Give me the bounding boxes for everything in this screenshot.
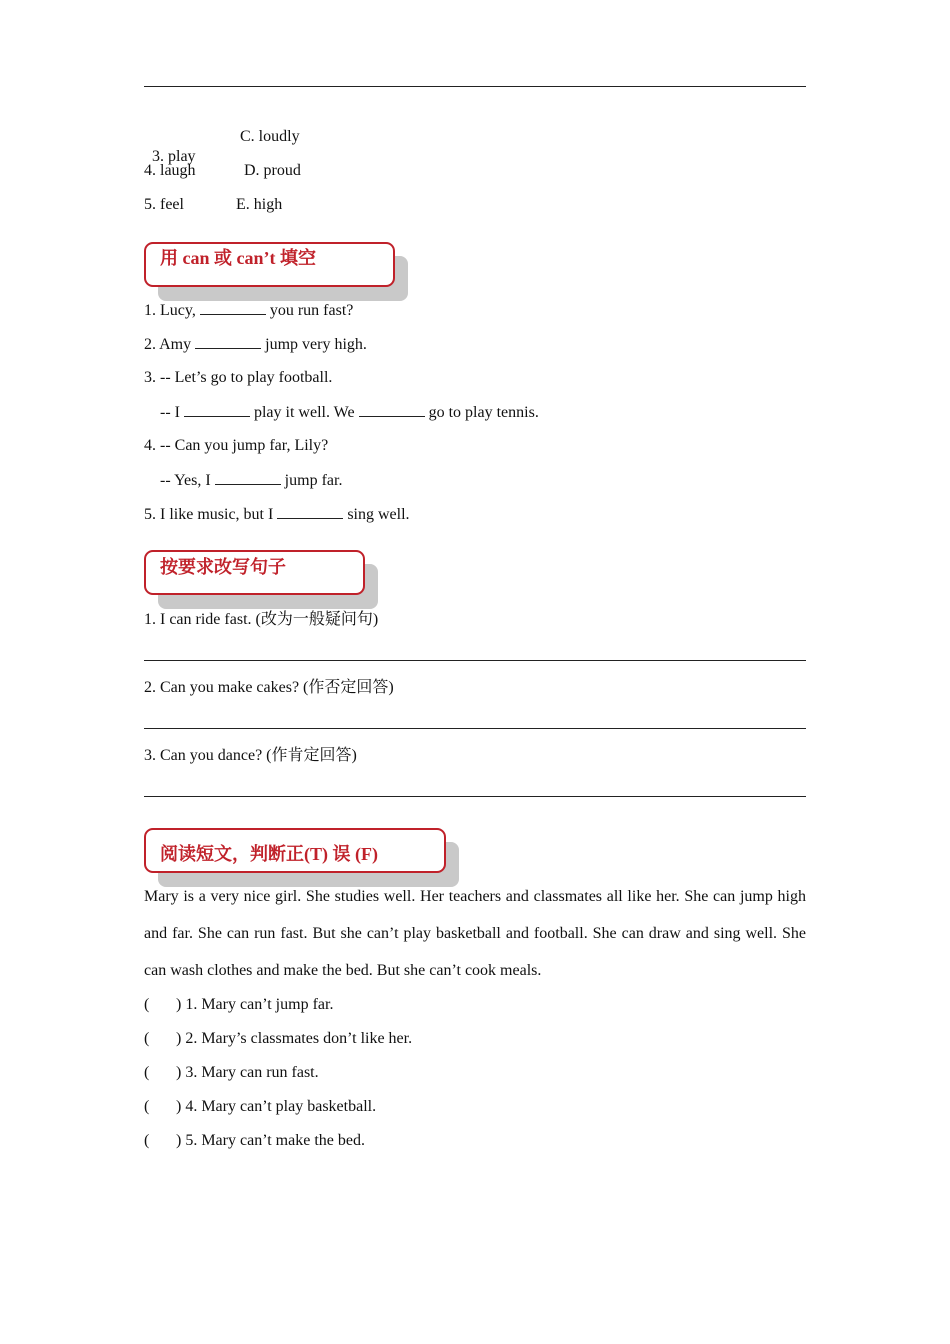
answer-line[interactable]	[144, 796, 806, 797]
answer-paren[interactable]: (	[144, 1030, 150, 1047]
answer-blank[interactable]	[277, 504, 343, 519]
section-title: 按要求改写句子	[160, 557, 286, 577]
fill-item: 4. -- Can you jump far, Lily?	[144, 437, 329, 454]
answer-paren[interactable]: (	[144, 996, 150, 1013]
matching-right: D. proud	[244, 162, 301, 179]
fill-item: 1. Lucy, you run fast?	[144, 302, 354, 319]
answer-blank[interactable]	[215, 470, 281, 485]
tf-statement: ( ) 4. Mary can’t play basketball.	[144, 1098, 377, 1115]
answer-blank[interactable]	[195, 334, 261, 349]
rewrite-item: 1. I can ride fast. (改为一般疑问句)	[144, 611, 379, 628]
matching-left: 4. laugh	[144, 162, 196, 179]
rewrite-item: 3. Can you dance? (作肯定回答)	[144, 747, 357, 764]
tf-statement: ( ) 1. Mary can’t jump far.	[144, 996, 334, 1013]
section-title: 阅读短文，判断正(T) 误 (F)	[160, 844, 378, 864]
answer-blank[interactable]	[200, 300, 266, 315]
answer-paren[interactable]: (	[144, 1132, 150, 1149]
fill-item: -- I play it well. We go to play tennis.	[160, 404, 539, 421]
matching-right: C. loudly	[240, 128, 300, 145]
fill-item: 2. Amy jump very high.	[144, 336, 367, 353]
rewrite-item: 2. Can you make cakes? (作否定回答)	[144, 679, 394, 696]
answer-paren[interactable]: (	[144, 1098, 150, 1115]
matching-right: E. high	[236, 196, 283, 213]
answer-paren[interactable]: (	[144, 1064, 150, 1081]
answer-line[interactable]	[144, 660, 806, 661]
fill-item: 5. I like music, but I sing well.	[144, 506, 410, 523]
answer-blank[interactable]	[359, 402, 425, 417]
section-title: 用 can 或 can’t 填空	[160, 248, 316, 268]
tf-statement: ( ) 5. Mary can’t make the bed.	[144, 1132, 365, 1149]
answer-line[interactable]	[144, 728, 806, 729]
matching-left: 3. play	[152, 148, 196, 165]
matching-left: 5. feel	[144, 196, 184, 213]
answer-blank[interactable]	[184, 402, 250, 417]
top-rule	[144, 86, 806, 87]
fill-item: 3. -- Let’s go to play football.	[144, 369, 333, 386]
tf-statement: ( ) 3. Mary can run fast.	[144, 1064, 319, 1081]
fill-item: -- Yes, I jump far.	[160, 472, 343, 489]
reading-passage: Mary is a very nice girl. She studies well. Her teachers and classmates all like her. She can jump high and far. She can run fast. But she can’t play basketball and football. She can draw and sing well. She can wash clothes and make the bed. But she can’t cook meals.	[144, 888, 806, 979]
tf-statement: ( ) 2. Mary’s classmates don’t like her.	[144, 1030, 413, 1047]
